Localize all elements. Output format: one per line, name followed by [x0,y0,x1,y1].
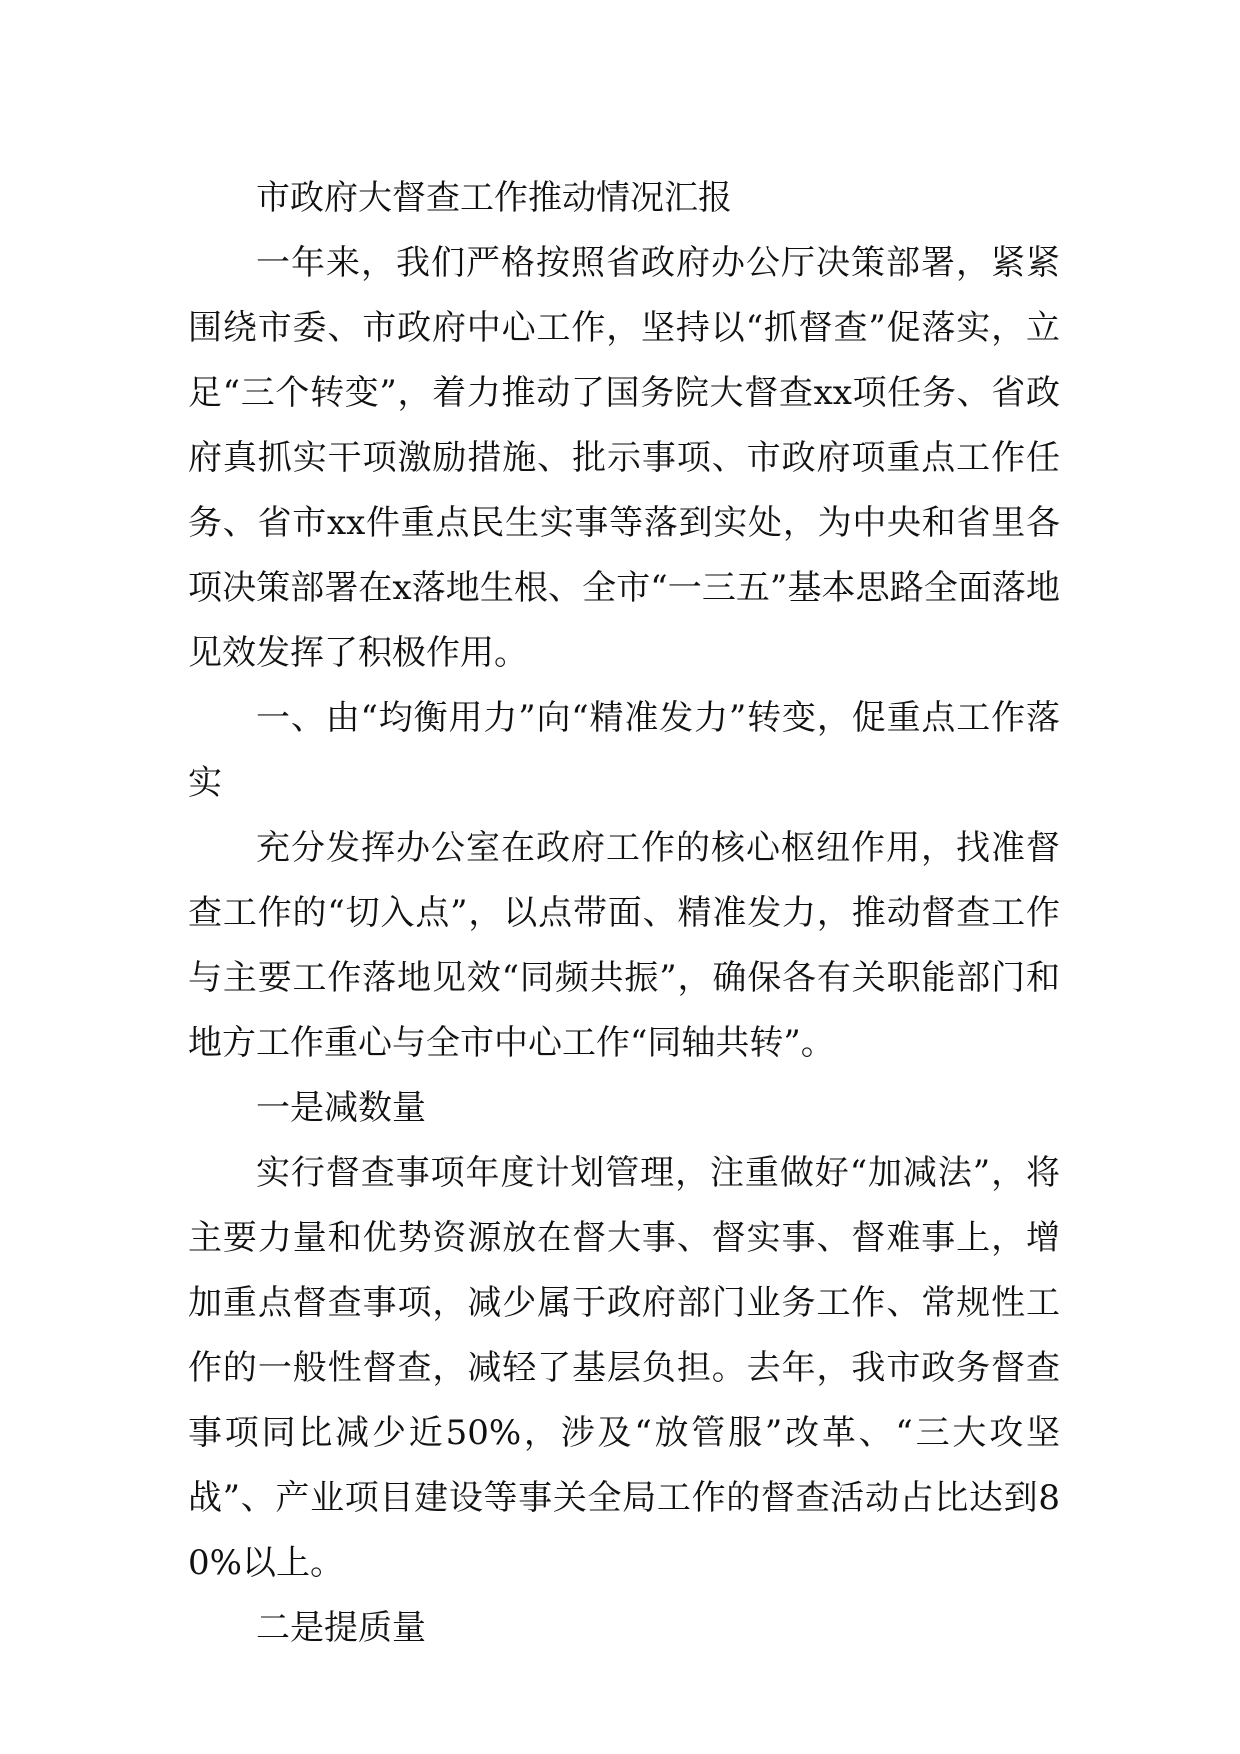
subheading-improve-quality: 二是提质量 [256,1608,426,1648]
paragraph-section-1: 充分发挥办公室在政府工作的核心枢纽作用，找准督查工作的“切入点”，以点带面、精准发力，推动督查工作与主要工作落地见效“同频共振”，确保各有关职能部门和地方工作重心与全市中心工作“同轴共转”。 [188,828,1060,1063]
paragraph-intro: 一年来，我们严格按照省政府办公厅决策部署，紧紧围绕市委、市政府中心工作，坚持以“抓督查”促落实，立足“三个转变”，着力推动了国务院大督查xx项任务、省政府真抓实干项激励措施、批示事项、市政府项重点工作任务、省市xx件重点民生实事等落到实处，为中央和省里各项决策部署在x落地生根、全市“一三五”基本思路全面落地见效发挥了积极作用。 [188,243,1060,673]
section-heading-1: 一、由“均衡用力”向“精准发力”转变，促重点工作落实 [188,698,1060,803]
document-page [188,166,1060,1661]
document-title: 市政府大督查工作推动情况汇报 [256,178,732,218]
paragraph-reduce-quantity: 实行督查事项年度计划管理，注重做好“加减法”，将主要力量和优势资源放在督大事、督实事、督难事上，增加重点督查事项，减少属于政府部门业务工作、常规性工作的一般性督查，减轻了基层负担。去年，我市政务督查事项同比减少近50%，涉及“放管服”改革、“三大攻坚战”、产业项目建设等事关全局工作的督查活动占比达到80%以上。 [188,1153,1060,1583]
subheading-reduce-quantity: 一是减数量 [256,1088,426,1128]
